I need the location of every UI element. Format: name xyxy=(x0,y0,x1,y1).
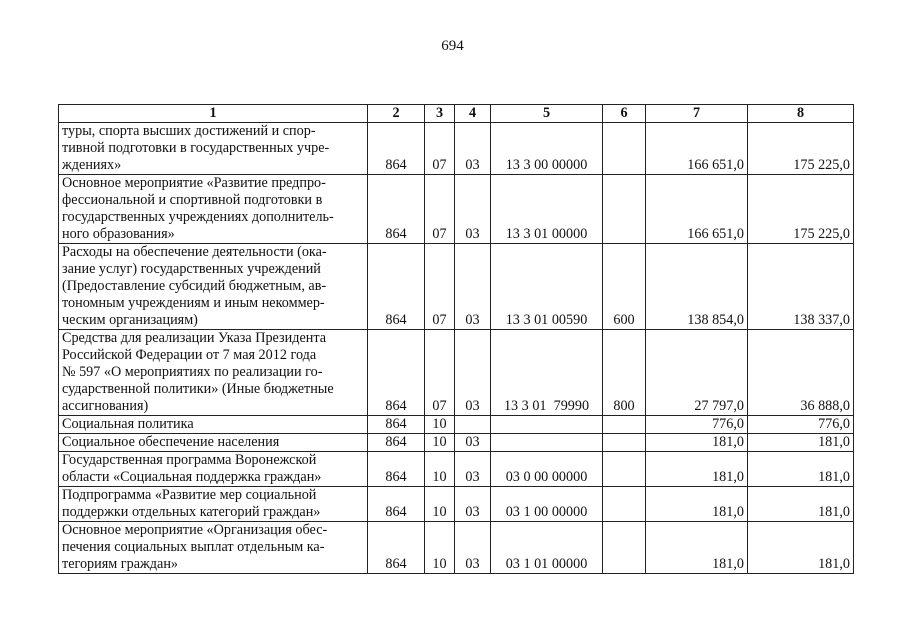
section-cell: 10 xyxy=(425,452,455,487)
section-cell: 10 xyxy=(425,522,455,574)
header-col-7: 7 xyxy=(646,105,748,123)
subsection-cell: 03 xyxy=(455,330,491,416)
table-row xyxy=(59,434,854,452)
target-code-cell: 13 3 01 79990 xyxy=(491,330,603,416)
amount-year2-cell: 36 888,0 xyxy=(748,330,854,416)
subsection-cell: 03 xyxy=(455,175,491,244)
grbs-cell: 864 xyxy=(368,522,425,574)
subsection-cell xyxy=(455,416,491,434)
row-name-cell: Основное мероприятие «Организация обес- печения социальных выплат отдельным ка- тегориям граждан» xyxy=(59,522,368,574)
amount-year1-cell: 166 651,0 xyxy=(646,175,748,244)
grbs-cell: 864 xyxy=(368,416,425,434)
amount-year1-cell: 138 854,0 xyxy=(646,244,748,330)
subsection-cell: 03 xyxy=(455,452,491,487)
target-code-cell: 13 3 01 00000 xyxy=(491,175,603,244)
budget-table xyxy=(58,104,854,574)
row-name-cell: Расходы на обеспечение деятельности (ока- зание услуг) государственных учреждений (Предоставление субсидий бюджетным, ав- тономным учреждениям и иным некоммер- ческим организациям) xyxy=(59,244,368,330)
expense-type-cell: 600 xyxy=(603,244,646,330)
grbs-cell: 864 xyxy=(368,452,425,487)
row-name-cell: Государственная программа Воронежской области «Социальная поддержка граждан» xyxy=(59,452,368,487)
section-cell: 07 xyxy=(425,175,455,244)
row-name-cell: Средства для реализации Указа Президента Российской Федерации от 7 мая 2012 года № 597 «О мероприятиях по реализации го- сударственной политики» (Иные бюджетные ассигнования) xyxy=(59,330,368,416)
target-code-cell xyxy=(491,416,603,434)
target-code-cell: 13 3 01 00590 xyxy=(491,244,603,330)
header-row xyxy=(59,105,854,123)
header-col-8: 8 xyxy=(748,105,854,123)
amount-year1-cell: 181,0 xyxy=(646,487,748,522)
amount-year1-cell: 166 651,0 xyxy=(646,123,748,175)
row-name-cell: туры, спорта высших достижений и спор- тивной подготовки в государственных учре- ждениях» xyxy=(59,123,368,175)
amount-year1-cell: 181,0 xyxy=(646,434,748,452)
subsection-cell: 03 xyxy=(455,244,491,330)
table-row xyxy=(59,522,854,574)
table-row xyxy=(59,175,854,244)
expense-type-cell xyxy=(603,434,646,452)
subsection-cell: 03 xyxy=(455,487,491,522)
amount-year2-cell: 175 225,0 xyxy=(748,123,854,175)
page-number: 694 xyxy=(441,38,464,54)
amount-year2-cell: 181,0 xyxy=(748,434,854,452)
header-col-3: 3 xyxy=(425,105,455,123)
expense-type-cell xyxy=(603,175,646,244)
header-col-5: 5 xyxy=(491,105,603,123)
expense-type-cell: 800 xyxy=(603,330,646,416)
expense-type-cell xyxy=(603,522,646,574)
row-name-cell: Социальное обеспечение населения xyxy=(59,434,368,452)
header-col-2: 2 xyxy=(368,105,425,123)
header-col-6: 6 xyxy=(603,105,646,123)
expense-type-cell xyxy=(603,452,646,487)
subsection-cell: 03 xyxy=(455,434,491,452)
row-name-cell: Подпрограмма «Развитие мер социальной поддержки отдельных категорий граждан» xyxy=(59,487,368,522)
grbs-cell: 864 xyxy=(368,434,425,452)
section-cell: 10 xyxy=(425,487,455,522)
table-row xyxy=(59,330,854,416)
header-col-1: 1 xyxy=(59,105,368,123)
expense-type-cell xyxy=(603,487,646,522)
amount-year2-cell: 181,0 xyxy=(748,452,854,487)
target-code-cell: 13 3 00 00000 xyxy=(491,123,603,175)
grbs-cell: 864 xyxy=(368,330,425,416)
target-code-cell: 03 1 00 00000 xyxy=(491,487,603,522)
target-code-cell xyxy=(491,434,603,452)
section-cell: 07 xyxy=(425,330,455,416)
section-cell: 07 xyxy=(425,123,455,175)
amount-year2-cell: 175 225,0 xyxy=(748,175,854,244)
amount-year2-cell: 181,0 xyxy=(748,487,854,522)
amount-year1-cell: 27 797,0 xyxy=(646,330,748,416)
table-row xyxy=(59,244,854,330)
subsection-cell: 03 xyxy=(455,522,491,574)
section-cell: 07 xyxy=(425,244,455,330)
target-code-cell: 03 0 00 00000 xyxy=(491,452,603,487)
grbs-cell: 864 xyxy=(368,487,425,522)
row-name-cell: Социальная политика xyxy=(59,416,368,434)
amount-year1-cell: 181,0 xyxy=(646,452,748,487)
amount-year2-cell: 181,0 xyxy=(748,522,854,574)
amount-year2-cell: 138 337,0 xyxy=(748,244,854,330)
table-row xyxy=(59,452,854,487)
header-col-4: 4 xyxy=(455,105,491,123)
table-row xyxy=(59,487,854,522)
expense-type-cell xyxy=(603,416,646,434)
grbs-cell: 864 xyxy=(368,123,425,175)
row-name-cell: Основное мероприятие «Развитие предпро- фессиональной и спортивной подготовки в государственных учреждениях дополнитель- ного образования» xyxy=(59,175,368,244)
grbs-cell: 864 xyxy=(368,244,425,330)
grbs-cell: 864 xyxy=(368,175,425,244)
expense-type-cell xyxy=(603,123,646,175)
section-cell: 10 xyxy=(425,434,455,452)
table-row xyxy=(59,416,854,434)
section-cell: 10 xyxy=(425,416,455,434)
amount-year1-cell: 181,0 xyxy=(646,522,748,574)
table-row xyxy=(59,123,854,175)
subsection-cell: 03 xyxy=(455,123,491,175)
target-code-cell: 03 1 01 00000 xyxy=(491,522,603,574)
amount-year1-cell: 776,0 xyxy=(646,416,748,434)
amount-year2-cell: 776,0 xyxy=(748,416,854,434)
